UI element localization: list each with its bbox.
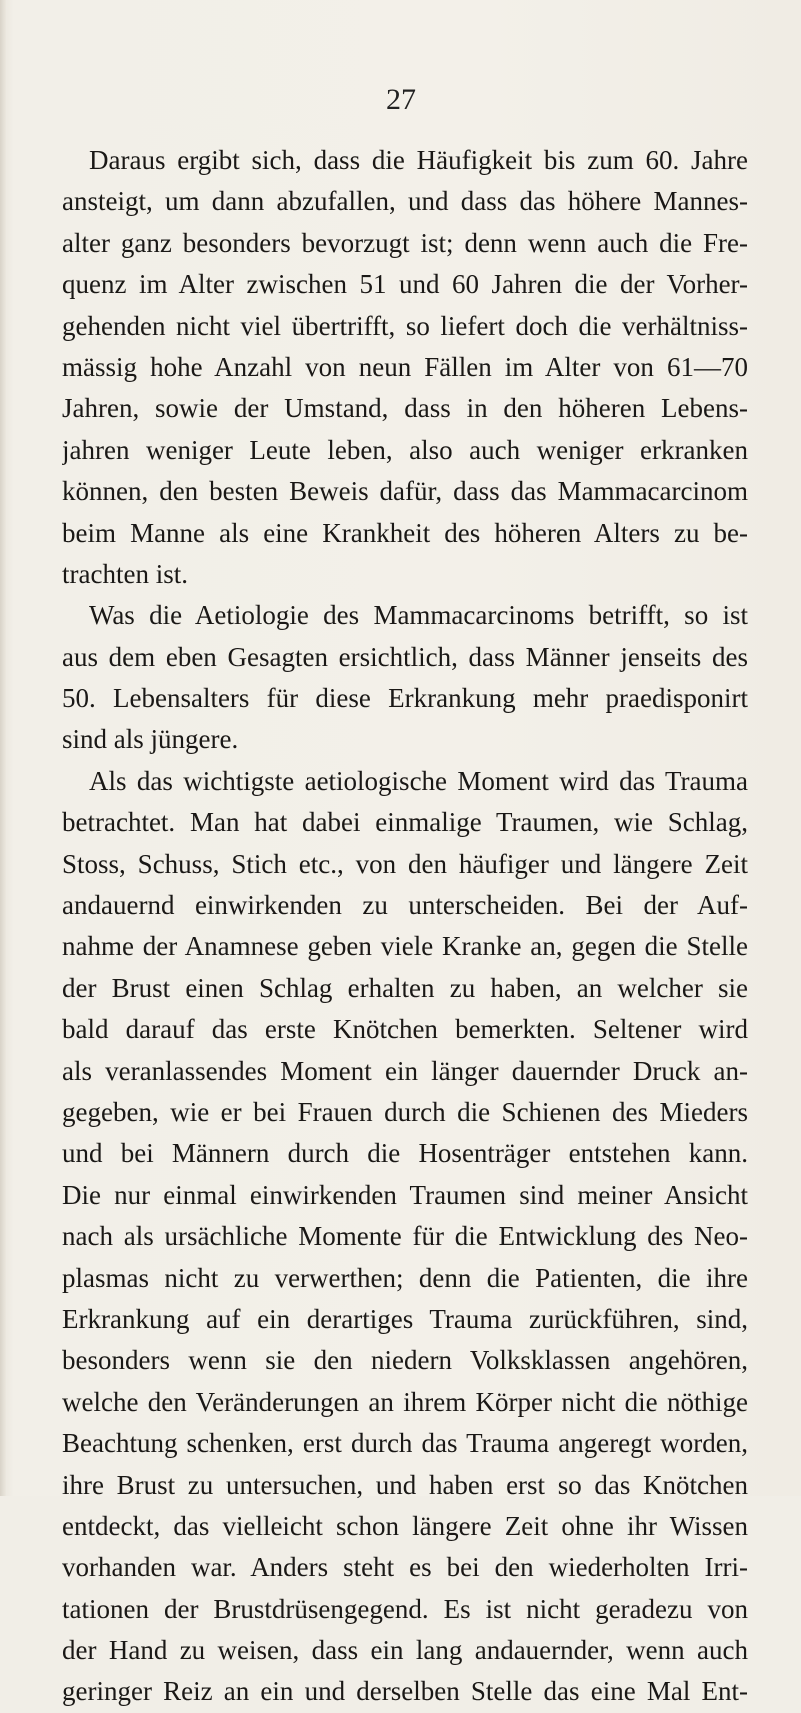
text-line: Erkrankung auf ein derartiges Trauma zurückführen, sind, (62, 1303, 748, 1334)
text-line: alter ganz besonders bevorzugt ist; denn wenn auch die Fre- (62, 227, 748, 258)
text-line: geringer Reiz an ein und derselben Stelle das eine Mal Ent- (62, 1676, 748, 1707)
text-line: tationen der Brustdrüsengegend. Es ist nicht geradezu von (62, 1593, 748, 1624)
text-line: 50. Lebensalters für diese Erkrankung mehr praedisponirt (62, 683, 748, 714)
text-line: der Brust einen Schlag erhalten zu haben, an welcher sie (62, 972, 748, 1003)
text-line: Stoss, Schuss, Stich etc., von den häufiger und längere Zeit (62, 848, 748, 879)
text-line: trachten ist. (62, 558, 188, 589)
text-line: Als das wichtigste aetiologische Moment wird das Trauma (89, 765, 748, 796)
text-line: welche den Veränderungen an ihrem Körper nicht die nöthige (62, 1386, 748, 1417)
text-line: ihre Brust zu untersuchen, und haben erst so das Knötchen (62, 1469, 748, 1500)
text-line: Beachtung schenken, erst durch das Trauma angeregt worden, (62, 1428, 748, 1459)
text-line: quenz im Alter zwischen 51 und 60 Jahren die der Vorher- (62, 269, 748, 300)
text-line: nahme der Anamnese geben viele Kranke an, gegen die Stelle (62, 931, 748, 962)
text-line: nach als ursächliche Momente für die Entwicklung des Neo- (62, 1221, 748, 1252)
text-line: bald darauf das erste Knötchen bemerkten. Seltener wird (62, 1014, 748, 1045)
text-line: vorhanden war. Anders steht es bei den wiederholten Irri- (62, 1552, 748, 1583)
body-text (62, 140, 748, 1713)
text-line: andauernd einwirkenden zu unterscheiden. Bei der Auf- (62, 890, 748, 921)
text-line: beim Manne als eine Krankheit des höheren Alters zu be- (62, 517, 748, 548)
text-line: betrachtet. Man hat dabei einmalige Traumen, wie Schlag, (62, 807, 748, 838)
text-line: ansteigt, um dann abzufallen, und dass das höhere Mannes- (62, 186, 748, 217)
text-line: Jahren, sowie der Umstand, dass in den höheren Lebens- (62, 393, 748, 424)
text-line: plasmas nicht zu verwerthen; denn die Patienten, die ihre (62, 1262, 748, 1293)
text-line: und bei Männern durch die Hosenträger entstehen kann. (62, 1138, 748, 1169)
text-line: können, den besten Beweis dafür, dass das Mammacarcinom (62, 476, 748, 507)
page-gutter-edge (0, 0, 6, 1496)
text-line: gehenden nicht viel übertrifft, so liefert doch die verhältniss- (62, 310, 748, 341)
text-line: gegeben, wie er bei Frauen durch die Schienen des Mieders (62, 1096, 748, 1127)
text-line: Daraus ergibt sich, dass die Häufigkeit bis zum 60. Jahre (89, 145, 748, 175)
page-number: 27 (386, 83, 416, 116)
text-line: aus dem eben Gesagten ersichtlich, dass Männer jenseits des (62, 641, 748, 672)
text-line: entdeckt, das vielleicht schon längere Zeit ohne ihr Wissen (62, 1510, 748, 1541)
text-line: jahren weniger Leute leben, also auch weniger erkranken (62, 434, 748, 465)
text-line: sind als jüngere. (62, 724, 239, 755)
text-line: Die nur einmal einwirkenden Traumen sind meiner Ansicht (62, 1179, 748, 1210)
text-line: mässig hohe Anzahl von neun Fällen im Alter von 61—70 (62, 351, 748, 382)
text-line: als veranlassendes Moment ein länger dauernder Druck an- (62, 1055, 748, 1086)
text-line: besonders wenn sie den niedern Volksklassen angehören, (62, 1345, 748, 1376)
text-line: der Hand zu weisen, dass ein lang andauernder, wenn auch (62, 1635, 748, 1666)
text-line: Was die Aetiologie des Mammacarcinoms betrifft, so ist (89, 600, 748, 631)
